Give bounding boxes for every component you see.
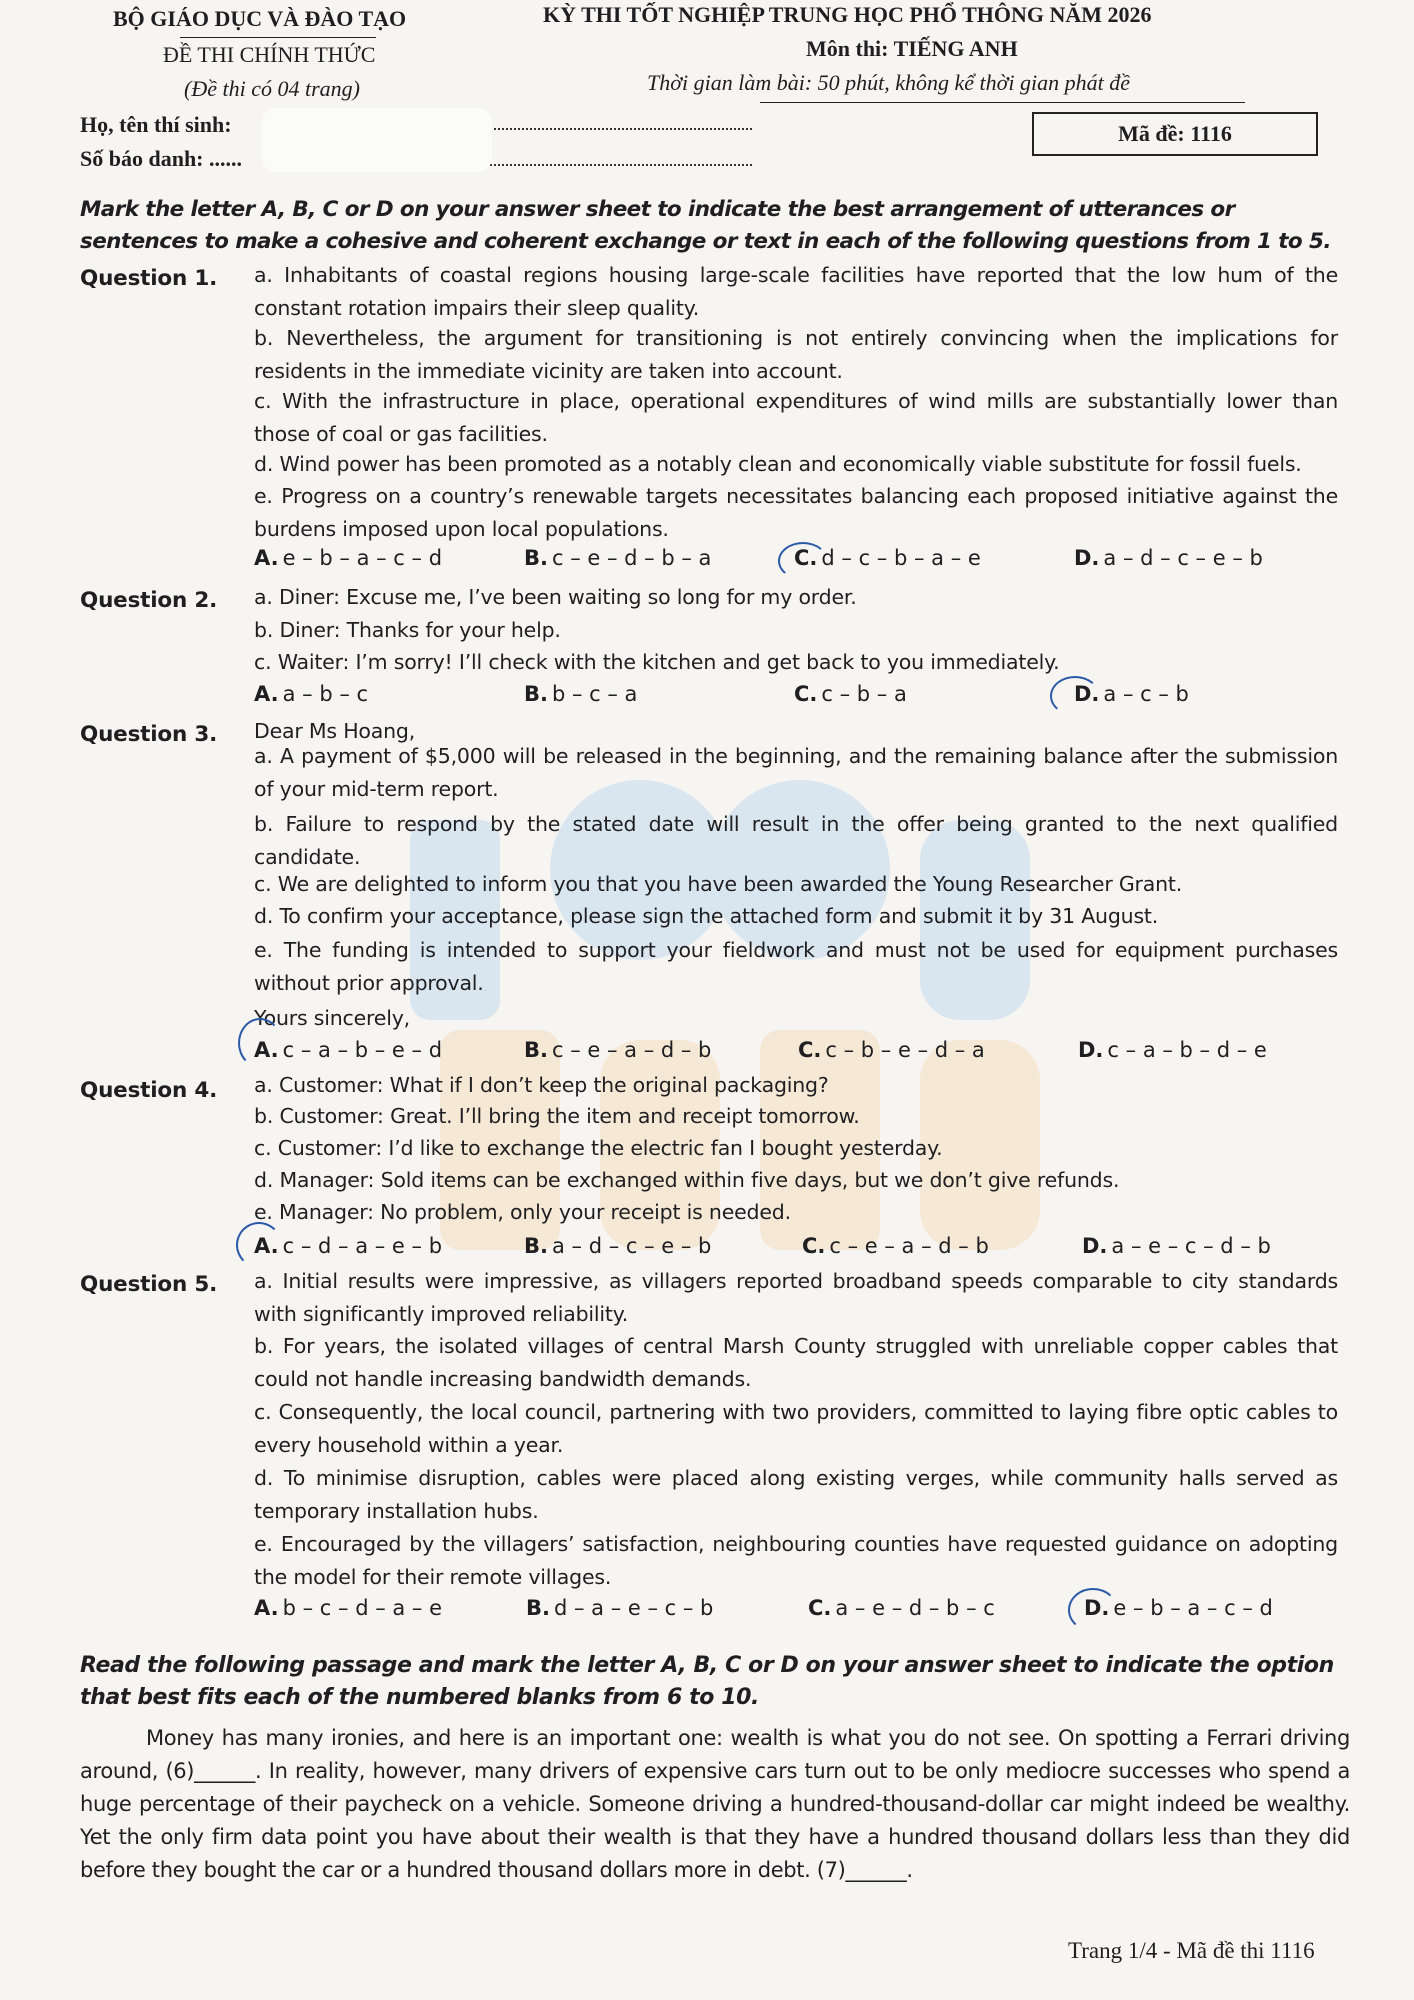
ministry-underline [180,37,376,38]
q1-option-d[interactable] [1074,546,1263,570]
section2-instruction: Read the following passage and mark the letter A, B, C or D on your answer sheet to indicate the option that best fits each of the numbered blanks from 6 to 10. [80,1653,1334,1710]
option-text: e – b – a – c – d [282,546,443,570]
option-text: a – e – c – d – b [1111,1234,1271,1258]
q2-item-c: c. Waiter: I’m sorry! I’ll check with the kitchen and get back to you immediately. [254,650,1060,674]
q3-option-c[interactable] [798,1038,985,1062]
q3-item-b: b. Failure to respond by the stated date will result in the offer being granted to the next qualified candidate. [254,812,1338,869]
pen-circle-mark [1068,1588,1118,1632]
option-text: c – b – a [821,682,907,706]
option-letter: C. [798,1038,822,1062]
q3-item-d: d. To confirm your acceptance, please sign the attached form and submit it by 31 August. [254,904,1159,928]
duration-underline [760,102,1245,103]
q3-greeting: Dear Ms Hoang, [254,719,416,743]
q4-option-a[interactable] [254,1234,442,1258]
q4-item-b: b. Customer: Great. I’ll bring the item and receipt tomorrow. [254,1104,860,1128]
option-text: b – c – d – a – e [282,1596,443,1620]
option-letter: C. [794,682,818,706]
option-text: b – c – a [551,682,638,706]
page-count: (Đề thi có 04 trang) [184,76,360,101]
q4-item-d: d. Manager: Sold items can be exchanged within five days, but we don’t give refunds. [254,1168,1120,1192]
option-letter: D. [1078,1038,1104,1062]
q3-closing: Yours sincerely, [254,1006,410,1030]
option-text: c – e – a – d – b [829,1234,989,1258]
candidate-name-field [490,128,752,130]
q4-option-c[interactable] [802,1234,989,1258]
q2-item-a: a. Diner: Excuse me, I’ve been waiting so long for my order. [254,585,857,609]
question-5-label: Question 5. [80,1272,218,1297]
option-letter: B. [526,1596,550,1620]
option-text: c – e – a – d – b [551,1038,712,1062]
duration-label: Thời gian làm bài: 50 phút, không kể thời gian phát đề [647,70,1131,95]
official-label: ĐỀ THI CHÍNH THỨC [163,42,376,67]
q5-item-a: a. Initial results were impressive, as villagers reported broadband speeds comparable to city standards with significantly improved reliability. [254,1269,1338,1326]
option-text: c – a – b – d – e [1107,1038,1267,1062]
q2-item-b: b. Diner: Thanks for your help. [254,618,561,642]
option-letter: C. [802,1234,826,1258]
option-letter: A. [254,1596,279,1620]
option-letter: A. [254,682,279,706]
q5-item-d: d. To minimise disruption, cables were placed along existing verges, while community halls served as temporary installation hubs. [254,1466,1338,1523]
question-2-label: Question 2. [80,588,218,613]
q3-option-a[interactable] [254,1038,442,1062]
q1-item-d: d. Wind power has been promoted as a notably clean and economically viable substitute for fossil fuels. [254,452,1302,476]
option-text: a – d – c – e – b [1103,546,1263,570]
q5-item-e: e. Encouraged by the villagers’ satisfaction, neighbouring counties have requested guidance on adopting the model for their remote villages. [254,1532,1338,1589]
q3-item-a: a. A payment of $5,000 will be released in the beginning, and the remaining balance after the submission of your mid-term report. [254,744,1338,801]
option-text: d – c – b – a – e [821,546,981,570]
q5-item-b: b. For years, the isolated villages of central Marsh County struggled with unreliable copper cables that could not handle increasing bandwidth demands. [254,1334,1338,1391]
q1-option-b[interactable] [524,546,711,570]
option-letter: A. [254,1234,279,1258]
option-text: a – e – d – b – c [835,1596,995,1620]
q5-item-c: c. Consequently, the local council, partnering with two providers, committed to laying fibre optic cables to every household within a year. [254,1400,1338,1457]
q1-item-c: c. With the infrastructure in place, operational expenditures of wind mills are substantially lower than those of coal or gas facilities. [254,389,1338,446]
q2-option-a[interactable] [254,682,368,706]
page-footer: Trang 1/4 - Mã đề thi 1116 [1068,1938,1315,1963]
ministry-name: BỘ GIÁO DỤC VÀ ĐÀO TẠO [113,6,407,31]
option-text: d – a – e – c – b [553,1596,714,1620]
option-letter: B. [524,1234,548,1258]
exam-code-box [1032,112,1318,156]
redaction-patch [262,108,492,172]
q2-option-b[interactable] [524,682,637,706]
pen-circle-mark [778,542,828,580]
option-letter: C. [808,1596,832,1620]
pen-circle-mark [1050,676,1100,716]
q5-option-a[interactable] [254,1596,442,1620]
candidate-id-field [490,164,752,166]
option-text: a – b – c [282,682,369,706]
option-letter: D. [1082,1234,1108,1258]
q5-option-c[interactable] [808,1596,995,1620]
option-letter: B. [524,546,548,570]
option-letter: A. [254,1038,279,1062]
option-text: e – b – a – c – d [1113,1596,1273,1620]
candidate-name-label: Họ, tên thí sinh: [80,112,232,137]
option-letter: D. [1074,546,1100,570]
option-letter: D. [1074,682,1100,706]
option-letter: B. [524,682,548,706]
q2-option-c[interactable] [794,682,907,706]
q3-item-e: e. The funding is intended to support your fieldwork and must not be used for equipment purchases without prior approval. [254,938,1338,995]
reading-passage: Money has many ironies, and here is an important one: wealth is what you do not see. On spotting a Ferrari driving around, (6)______. In reality, however, many drivers of expensive cars turn out to be only mediocre successes who spend a huge percentage of their paycheck on a vehicle. Someone driving a hundred-thousand-dollar car might indeed be wealthy. Yet the only firm data point you have about their wealth is that they have a hundred thousand dollars less than they did before they bought the car or a hundred thousand dollars more in debt. (7)______. [80,1726,1350,1882]
pen-circle-mark [238,1018,282,1068]
option-text: c – b – e – d – a [825,1038,985,1062]
q1-option-a[interactable] [254,546,442,570]
candidate-id-label: Số báo danh: ...... [80,146,243,171]
q4-item-a: a. Customer: What if I don’t keep the original packaging? [254,1073,829,1097]
q5-option-b[interactable] [526,1596,713,1620]
q3-item-c: c. We are delighted to inform you that you have been awarded the Young Researcher Grant. [254,872,1183,896]
option-text: a – c – b [1103,682,1189,706]
option-text: c – d – a – e – b [282,1234,443,1258]
q4-item-e: e. Manager: No problem, only your receipt is needed. [254,1200,791,1224]
q3-option-d[interactable] [1078,1038,1267,1062]
option-text: a – d – c – e – b [551,1234,712,1258]
q4-option-d[interactable] [1082,1234,1271,1258]
option-letter: A. [254,546,279,570]
q4-option-b[interactable] [524,1234,711,1258]
question-1-label: Question 1. [80,266,218,291]
section1-instruction: Mark the letter A, B, C or D on your answer sheet to indicate the best arrangement of utterances or sentences to make a cohesive and coherent exchange or text in each of the following questions from 1 to 5. [80,197,1331,254]
question-3-label: Question 3. [80,722,218,747]
q1-item-a: a. Inhabitants of coastal regions housing large-scale facilities have reported that the low hum of the constant rotation impairs their sleep quality. [254,263,1338,320]
subject-label: Môn thi: TIẾNG ANH [806,36,1018,61]
option-letter: B. [524,1038,548,1062]
pen-circle-mark [236,1222,282,1268]
question-4-label: Question 4. [80,1078,218,1103]
exam-code: Mã đề: 1116 [1118,121,1232,146]
option-text: c – e – d – b – a [551,546,712,570]
exam-title: KỲ THI TỐT NGHIỆP TRUNG HỌC PHỔ THÔNG NĂM 2026 [543,2,1152,27]
option-letter: C. [794,546,818,570]
q1-item-e: e. Progress on a country’s renewable targets necessitates balancing each proposed initiative against the burdens imposed upon local populations. [254,484,1338,541]
option-letter: D. [1084,1596,1110,1620]
q3-option-b[interactable] [524,1038,711,1062]
q1-item-b: b. Nevertheless, the argument for transitioning is not entirely convincing when the implications for residents in the immediate vicinity are taken into account. [254,326,1338,383]
q4-item-c: c. Customer: I’d like to exchange the electric fan I bought yesterday. [254,1136,943,1160]
option-text: c – a – b – e – d [282,1038,443,1062]
